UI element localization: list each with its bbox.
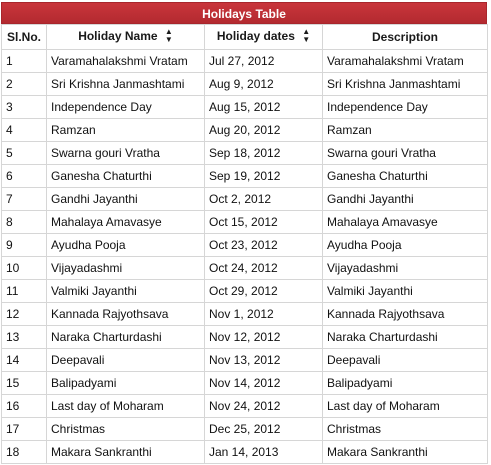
cell-slno: 1: [2, 50, 47, 73]
cell-holiday-name: Vijayadashmi: [47, 257, 205, 280]
sort-icon[interactable]: ▲ ▼: [164, 27, 173, 44]
cell-description: Ganesha Chaturthi: [323, 165, 488, 188]
cell-description: Vijayadashmi: [323, 257, 488, 280]
cell-description: Ramzan: [323, 119, 488, 142]
cell-slno: 10: [2, 257, 47, 280]
cell-holiday-date: Jul 27, 2012: [205, 50, 323, 73]
cell-description: Mahalaya Amavasye: [323, 211, 488, 234]
cell-description: Swarna gouri Vratha: [323, 142, 488, 165]
cell-holiday-name: Naraka Charturdashi: [47, 326, 205, 349]
cell-holiday-date: Aug 9, 2012: [205, 73, 323, 96]
column-header-holiday-name[interactable]: [47, 25, 205, 50]
table-row: [2, 211, 488, 234]
table-row: [2, 165, 488, 188]
cell-slno: 9: [2, 234, 47, 257]
table-row: [2, 142, 488, 165]
cell-holiday-date: Jan 14, 2013: [205, 441, 323, 464]
cell-slno: 2: [2, 73, 47, 96]
cell-holiday-date: Nov 24, 2012: [205, 395, 323, 418]
table-row: [2, 326, 488, 349]
cell-holiday-date: Oct 23, 2012: [205, 234, 323, 257]
cell-slno: 13: [2, 326, 47, 349]
table-row: [2, 280, 488, 303]
table-row: [2, 119, 488, 142]
cell-slno: 5: [2, 142, 47, 165]
cell-slno: 4: [2, 119, 47, 142]
cell-holiday-name: Makara Sankranthi: [47, 441, 205, 464]
cell-slno: 8: [2, 211, 47, 234]
cell-holiday-date: Oct 24, 2012: [205, 257, 323, 280]
cell-description: Naraka Charturdashi: [323, 326, 488, 349]
cell-holiday-name: Sri Krishna Janmashtami: [47, 73, 205, 96]
cell-description: Makara Sankranthi: [323, 441, 488, 464]
column-header-label: Description: [371, 30, 438, 44]
table-row: [2, 395, 488, 418]
table-row: [2, 441, 488, 464]
holidays-table: [1, 24, 488, 464]
cell-holiday-date: Sep 19, 2012: [205, 165, 323, 188]
cell-description: Independence Day: [323, 96, 488, 119]
cell-slno: 17: [2, 418, 47, 441]
cell-holiday-date: Nov 1, 2012: [205, 303, 323, 326]
cell-holiday-name: Mahalaya Amavasye: [47, 211, 205, 234]
table-row: [2, 349, 488, 372]
cell-holiday-date: Dec 25, 2012: [205, 418, 323, 441]
cell-description: Last day of Moharam: [323, 395, 488, 418]
cell-description: Balipadyami: [323, 372, 488, 395]
column-header-label: Holiday dates: [216, 29, 295, 44]
cell-slno: 3: [2, 96, 47, 119]
table-row: [2, 418, 488, 441]
column-header-label: Holiday Name: [78, 29, 158, 44]
cell-holiday-name: Ayudha Pooja: [47, 234, 205, 257]
cell-holiday-date: Oct 15, 2012: [205, 211, 323, 234]
column-header-holiday-dates[interactable]: [205, 25, 323, 50]
cell-holiday-name: Valmiki Jayanthi: [47, 280, 205, 303]
cell-description: Kannada Rajyothsava: [323, 303, 488, 326]
cell-description: Sri Krishna Janmashtami: [323, 73, 488, 96]
table-row: [2, 73, 488, 96]
cell-slno: 18: [2, 441, 47, 464]
cell-slno: 16: [2, 395, 47, 418]
cell-description: Varamahalakshmi Vratam: [323, 50, 488, 73]
cell-slno: 11: [2, 280, 47, 303]
table-row: [2, 372, 488, 395]
table-row: [2, 50, 488, 73]
cell-description: Deepavali: [323, 349, 488, 372]
table-row: [2, 257, 488, 280]
cell-holiday-date: Aug 15, 2012: [205, 96, 323, 119]
cell-holiday-date: Nov 13, 2012: [205, 349, 323, 372]
column-header-description: [323, 25, 488, 50]
column-header-label: Sl.No.: [6, 30, 41, 44]
cell-holiday-name: Deepavali: [47, 349, 205, 372]
cell-holiday-date: Nov 14, 2012: [205, 372, 323, 395]
cell-holiday-date: Sep 18, 2012: [205, 142, 323, 165]
table-row: [2, 96, 488, 119]
cell-slno: 14: [2, 349, 47, 372]
cell-holiday-name: Gandhi Jayanthi: [47, 188, 205, 211]
header-row: [2, 25, 488, 50]
cell-holiday-name: Ganesha Chaturthi: [47, 165, 205, 188]
table-row: [2, 303, 488, 326]
cell-holiday-name: Last day of Moharam: [47, 395, 205, 418]
table-title: Holidays Table: [1, 2, 487, 24]
cell-holiday-name: Swarna gouri Vratha: [47, 142, 205, 165]
cell-slno: 6: [2, 165, 47, 188]
column-header-slno: [2, 25, 47, 50]
cell-description: Christmas: [323, 418, 488, 441]
cell-description: Gandhi Jayanthi: [323, 188, 488, 211]
cell-holiday-date: Oct 2, 2012: [205, 188, 323, 211]
cell-holiday-name: Independence Day: [47, 96, 205, 119]
cell-slno: 7: [2, 188, 47, 211]
table-row: [2, 234, 488, 257]
table-body: [2, 50, 488, 464]
cell-holiday-date: Oct 29, 2012: [205, 280, 323, 303]
cell-slno: 15: [2, 372, 47, 395]
table-row: [2, 188, 488, 211]
cell-holiday-name: Christmas: [47, 418, 205, 441]
sort-icon[interactable]: ▲ ▼: [302, 27, 311, 44]
holidays-table-container: [1, 2, 487, 464]
cell-slno: 12: [2, 303, 47, 326]
cell-description: Ayudha Pooja: [323, 234, 488, 257]
cell-description: Valmiki Jayanthi: [323, 280, 488, 303]
cell-holiday-name: Varamahalakshmi Vratam: [47, 50, 205, 73]
cell-holiday-name: Ramzan: [47, 119, 205, 142]
cell-holiday-name: Balipadyami: [47, 372, 205, 395]
cell-holiday-date: Aug 20, 2012: [205, 119, 323, 142]
cell-holiday-date: Nov 12, 2012: [205, 326, 323, 349]
cell-holiday-name: Kannada Rajyothsava: [47, 303, 205, 326]
